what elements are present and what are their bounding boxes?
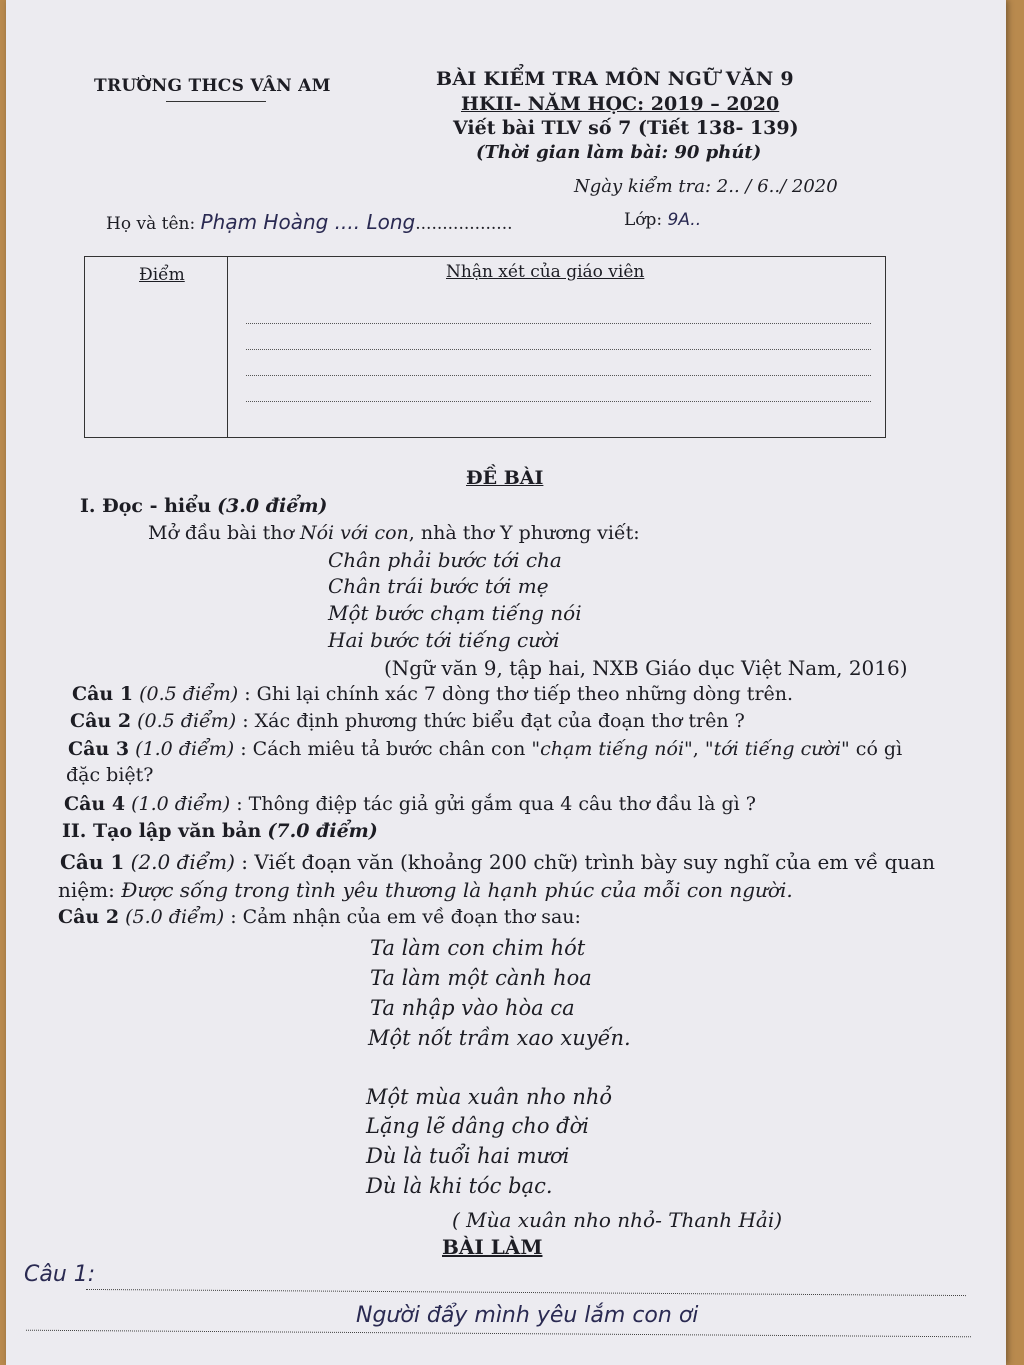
exam-paper: [6, 0, 1006, 1365]
question-2: Câu 2 (0.5 điểm) : Xác định phương thức biểu đạt của đoạn thơ trên ?: [70, 710, 745, 732]
question-6: Câu 2 (5.0 điểm) : Cảm nhận của em về đoạn thơ sau:: [58, 906, 581, 928]
question-5-cont: niệm: Được sống trong tình yêu thương là hạnh phúc của mỗi con người.: [58, 878, 793, 902]
score-header: Điểm: [139, 265, 185, 285]
poem-line: Hai bước tới tiếng cười: [328, 628, 560, 652]
question-1: Câu 1 (0.5 điểm) : Ghi lại chính xác 7 dòng thơ tiếp theo những dòng trên.: [72, 683, 794, 705]
poem-line: Ta nhập vào hòa ca: [370, 996, 575, 1020]
question-3-cont: đặc biệt?: [66, 764, 154, 786]
part1-title: I. Đọc - hiểu (3.0 điểm): [80, 495, 328, 517]
poem-line: Ta làm con chim hót: [370, 936, 586, 960]
exam-title: BÀI KIỂM TRA MÔN NGỮ VĂN 9: [436, 68, 794, 90]
poem-line: Một nốt trầm xao xuyến.: [368, 1026, 631, 1050]
date-value: 2.. / 6../ 2020: [716, 176, 838, 197]
question-5: Câu 1 (2.0 điểm) : Viết đoạn văn (khoảng 200 chữ) trình bày suy nghĩ của em về quan: [60, 850, 936, 874]
school-underline: [166, 101, 266, 102]
class-value: 9A..: [667, 210, 702, 230]
answer-handwritten-text: Người đẩy mình yêu lắm con ơi: [356, 1303, 699, 1328]
poem-line: Chân trái bước tới mẹ: [328, 574, 549, 598]
answer-heading: BÀI LÀM: [442, 1235, 543, 1259]
grade-table: [84, 256, 886, 438]
date-label: Ngày kiểm tra:: [574, 176, 712, 197]
poem-line: Chân phải bước tới cha: [328, 548, 562, 572]
exam-date: [574, 176, 838, 197]
part2-title: II. Tạo lập văn bản (7.0 điểm): [62, 820, 378, 842]
answer-label-handwritten: Câu 1:: [24, 1262, 96, 1287]
comment-header: Nhận xét của giáo viên: [446, 262, 645, 282]
poem-line: Dù là khi tóc bạc.: [366, 1174, 553, 1198]
comment-line: [246, 401, 871, 402]
name-label: Họ và tên:: [106, 214, 196, 234]
comment-line: [246, 375, 871, 376]
poem-line: Dù là tuổi hai mươi: [366, 1144, 570, 1168]
comment-line: [246, 323, 871, 324]
answer-line: [86, 1289, 966, 1296]
exam-heading: ĐỀ BÀI: [466, 467, 544, 489]
poem-line: Một mùa xuân nho nhỏ: [366, 1085, 613, 1109]
part1-intro: Mở đầu bài thơ Nói với con, nhà thơ Y phương viết:: [148, 522, 640, 544]
poem-line: Lặng lẽ dâng cho đời: [366, 1114, 589, 1138]
student-name-row: [106, 210, 513, 234]
comment-line: [246, 349, 871, 350]
class-label: Lớp:: [624, 210, 663, 230]
grade-table-divider: [227, 257, 228, 437]
question-4: Câu 4 (1.0 điểm) : Thông điệp tác giả gửi gắm qua 4 câu thơ đầu là gì ?: [64, 793, 756, 815]
name-dots: ..................: [415, 214, 513, 234]
student-name-handwritten: Phạm Hoàng .... Long: [200, 210, 416, 234]
poem-line: Ta làm một cành hoa: [370, 966, 592, 990]
exam-subtitle: Viết bài TLV số 7 (Tiết 138- 139): [453, 117, 799, 139]
poem-line: Một bước chạm tiếng nói: [328, 601, 582, 625]
answer-line: [26, 1330, 971, 1338]
poem1-source: (Ngữ văn 9, tập hai, NXB Giáo dục Việt Nam, 2016): [384, 656, 908, 680]
school-name: TRƯỜNG THCS VÂN AM: [94, 76, 331, 96]
exam-year: HKII- NĂM HỌC: 2019 – 2020: [461, 93, 780, 115]
class-row: [624, 210, 701, 230]
poem2-source: ( Mùa xuân nho nhỏ- Thanh Hải): [452, 1208, 783, 1232]
question-3: Câu 3 (1.0 điểm) : Cách miêu tả bước chân con "chạm tiếng nói", "tới tiếng cười" có gì: [68, 738, 903, 760]
exam-time: (Thời gian làm bài: 90 phút): [476, 142, 762, 163]
